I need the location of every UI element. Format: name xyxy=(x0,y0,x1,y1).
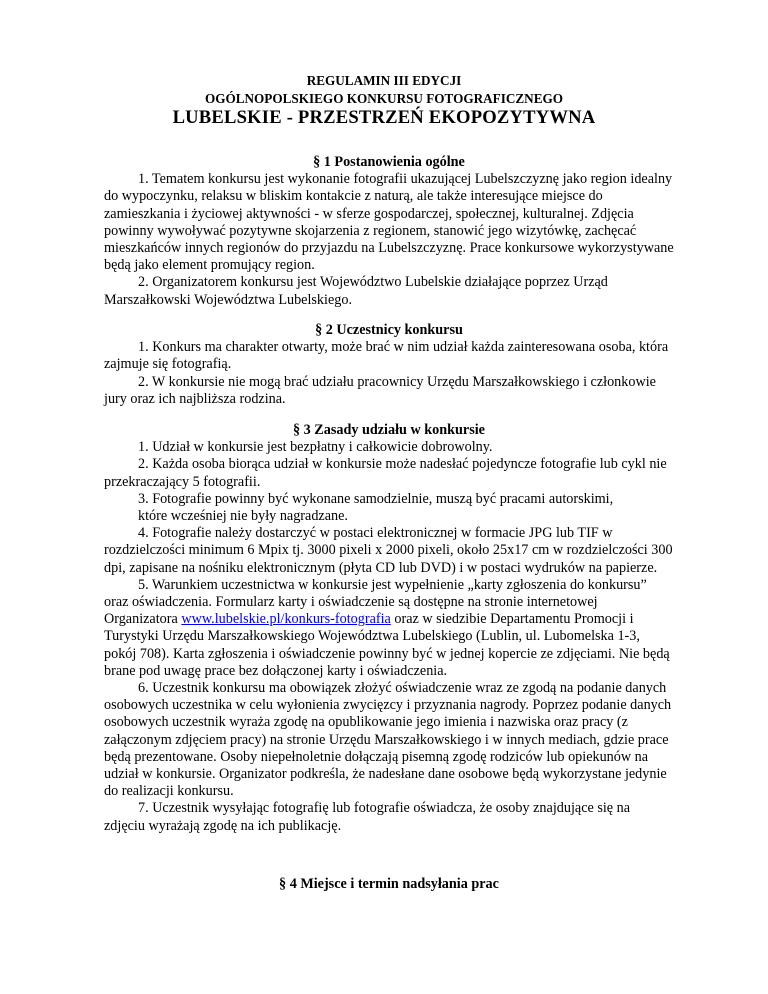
doc-title-line-3: LUBELSKIE - PRZESTRZEŃ EKOPOZYTYWNA xyxy=(172,107,596,128)
section-1-paragraph-1: 1. Tematem konkursu jest wykonanie fotografii ukazującej Lubelszczyznę jako region idealny do wypoczynku, relaksu w bliskim kontakcie z naturą, ale także interesujące miejsce do zamieszkania i życiowej aktywności - w sferze gospodarczej, społecznej, kulturalnej. Zdjęcia powinny wywoływać pozytywne skojarzenia z regionem, stanowić jego wizytówkę, zachęcać mieszkańców innych regionów do przyjazdu na Lubelszczyznę. Prace konkursowe wykorzystywane będą jako element promujący region. xyxy=(104,171,674,274)
section-3-paragraph-7: 7. Uczestnik wysyłając fotografię lub fotografie oświadcza, że osoby znajdujące się na zdjęciu wyrażają zgodę na ich publikację. xyxy=(104,800,631,834)
organizer-website-link[interactable]: www.lubelskie.pl/konkurs-fotografia xyxy=(181,611,391,628)
section-3-paragraph-1: 1. Udział w konkursie jest bezpłatny i całkowicie dobrowolny. xyxy=(138,439,493,456)
section-3-paragraph-6: 6. Uczestnik konkursu ma obowiązek złożyć oświadczenie wraz ze zgodą na podanie danych osobowych uczestnika w celu wyłonienia zwycięzcy i przyznania nagrody. Poprzez podanie danych osobowych uczestnik wyraża zgodę na opublikowanie jego imienia i nazwiska oraz pracy (z załączonym zdjęciem pracy) na stronie Urzędu Marszałkowskiego i w innych mediach, gdzie prace będą prezentowane. Osoby niepełnoletnie dołączają pisemną zgodę rodziców lub opiekunów na udział w konkursie. Organizator podkreśla, że nadesłane dane osobowe będą wykorzystane jedynie do realizacji konkursu. xyxy=(104,680,672,800)
doc-title-line-2: OGÓLNOPOLSKIEGO KONKURSU FOTOGRAFICZNEGO xyxy=(204,91,564,106)
section-1 xyxy=(104,154,674,309)
section-2-paragraph-2: 2. W konkursie nie mogą brać udziału pracownicy Urzędu Marszałkowskiego i członkowie jury oraz ich najbliższa rodzina. xyxy=(104,373,656,407)
section-2-paragraph-1: 1. Konkurs ma charakter otwarty, może brać w nim udział każda zainteresowana osoba, która zajmuje się fotografią. xyxy=(104,339,669,373)
section-3-paragraph-2: 2. Każda osoba biorąca udział w konkursie może nadesłać pojedyncze fotografie lub cykl nie przekraczający 5 fotografii. xyxy=(104,456,667,490)
section-2-title: § 2 Uczestnicy konkursu xyxy=(315,322,463,338)
section-4-title: § 4 Miejsce i termin nadsyłania prac xyxy=(279,876,499,892)
section-3 xyxy=(104,422,674,835)
section-3-paragraph-4: 4. Fotografie należy dostarczyć w postaci elektronicznej w formacie JPG lub TIF w rozdzielczości minimum 6 Mpix tj. 3000 pixeli x 2000 pixeli, około 25x17 cm w rozdzielczości 300 dpi, zapisane na nośniku elektronicznym (płyta CD lub DVD) i w postaci wydruków na papierze. xyxy=(104,525,673,576)
section-1-paragraph-2: 2. Organizatorem konkursu jest Województwo Lubelskie działające poprzez Urząd Marszałkowski Województwa Lubelskiego. xyxy=(104,274,608,308)
section-3-paragraph-5-text-after: oraz w siedzibie Departamentu Promocji i Turystyki Urzędu Marszałkowskiego Województwa Lubelskiego (Lublin, ul. Lubomelska 1-3, pokój 708). Karta zgłoszenia i oświadczenie powinny być w jednej kopercie ze zdjęciami. Nie będą brane pod uwagę prace bez dołączonej karty i oświadczenia. xyxy=(104,611,670,679)
section-3-paragraph-3: 3. Fotografie powinny być wykonane samodzielnie, muszą być pracami autorskimi, xyxy=(138,490,614,507)
section-3-paragraph-3-continued: które wcześniej nie były nagradzane. xyxy=(138,508,348,525)
section-3-title: § 3 Zasady udziału w konkursie xyxy=(293,422,485,438)
section-3-paragraph-5 xyxy=(104,577,674,680)
doc-title-line-1: REGULAMIN III EDYCJI xyxy=(306,73,462,88)
section-4 xyxy=(104,876,674,893)
section-2 xyxy=(104,322,674,408)
section-3-paragraph-5-text-before: 5. Warunkiem uczestnictwa w konkursie jest wypełnienie „karty zgłoszenia do konkursu” oraz oświadczenia. Formularz karty i oświadczenie są dostępne na stronie internetowej Organizatora xyxy=(104,576,647,628)
section-1-title: § 1 Postanowienia ogólne xyxy=(313,154,465,170)
